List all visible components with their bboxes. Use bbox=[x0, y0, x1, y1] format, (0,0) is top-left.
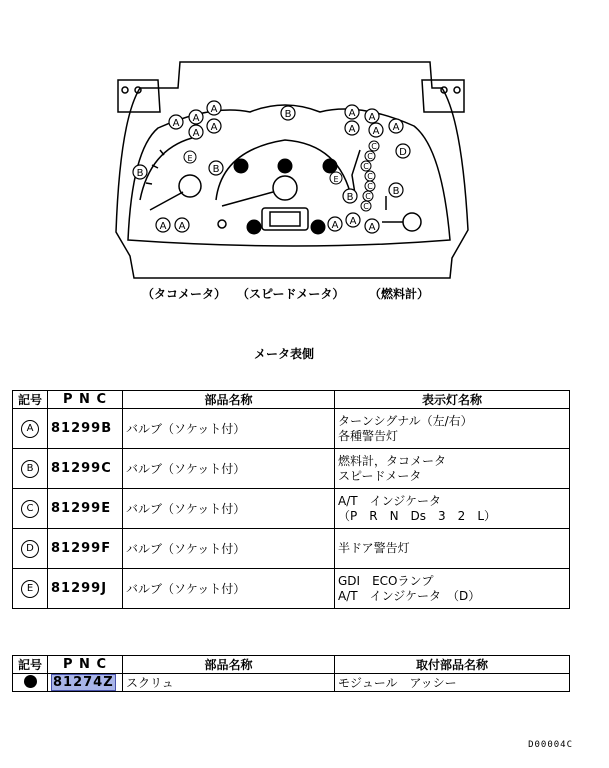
indicator-cell: 燃料計，タコメータ スピードメータ bbox=[335, 449, 570, 489]
pnc-cell[interactable]: 81299F bbox=[48, 529, 123, 569]
part-name-cell: スクリュ bbox=[123, 674, 335, 692]
svg-text:A: A bbox=[372, 126, 380, 137]
right-mount-tab bbox=[422, 80, 464, 112]
view-title: メータ表側 bbox=[254, 347, 315, 361]
pnc-cell[interactable]: 81299C bbox=[48, 449, 123, 489]
svg-text:C: C bbox=[371, 142, 377, 151]
svg-text:B: B bbox=[212, 164, 220, 175]
part-name-cell: バルブ（ソケット付） bbox=[123, 409, 335, 449]
left-mount-tab bbox=[118, 80, 160, 112]
header-part-name: 部品名称 bbox=[123, 656, 335, 674]
header-symbol: 記号 bbox=[13, 391, 48, 409]
table-row bbox=[13, 674, 570, 692]
table-row bbox=[13, 529, 570, 569]
svg-text:C: C bbox=[363, 162, 369, 171]
table-row bbox=[13, 489, 570, 529]
selected-pnc[interactable]: 81274Z bbox=[53, 675, 114, 690]
symbol-b: B bbox=[21, 460, 39, 478]
part-name-cell: バルブ（ソケット付） bbox=[123, 489, 335, 529]
caption-fuel-gauge: （燃料計） bbox=[369, 287, 430, 301]
mount-part-cell: モジュール アッシー bbox=[335, 674, 570, 692]
table-header-row bbox=[13, 391, 570, 409]
instrument-cluster-diagram bbox=[0, 0, 609, 300]
screw-parts-table bbox=[12, 655, 570, 692]
bulb-labels-c bbox=[361, 141, 379, 211]
pnc-cell[interactable]: 81299J bbox=[48, 569, 123, 609]
indicator-cell: ターンシグナル（左/右） 各種警告灯 bbox=[335, 409, 570, 449]
header-indicator-name: 表示灯名称 bbox=[335, 391, 570, 409]
svg-text:A: A bbox=[192, 128, 200, 139]
svg-text:B: B bbox=[392, 186, 400, 197]
svg-text:A: A bbox=[368, 222, 376, 233]
svg-text:D: D bbox=[399, 147, 407, 158]
header-pnc: P N C bbox=[48, 391, 123, 409]
header-part-name: 部品名称 bbox=[123, 391, 335, 409]
table-row bbox=[13, 449, 570, 489]
svg-text:C: C bbox=[365, 192, 371, 201]
caption-speedometer: （スピードメータ） bbox=[237, 287, 345, 301]
symbol-d: D bbox=[21, 540, 39, 558]
svg-text:A: A bbox=[348, 124, 356, 135]
header-mount-part-name: 取付部品名称 bbox=[335, 656, 570, 674]
part-name-cell: バルブ（ソケット付） bbox=[123, 569, 335, 609]
svg-text:A: A bbox=[368, 112, 376, 123]
caption-tachometer: （タコメータ） bbox=[142, 287, 227, 301]
table-row bbox=[13, 409, 570, 449]
svg-text:A: A bbox=[331, 220, 339, 231]
svg-text:A: A bbox=[210, 104, 218, 115]
bulb-parts-table bbox=[12, 390, 570, 609]
table-row bbox=[13, 569, 570, 609]
svg-text:C: C bbox=[367, 172, 373, 181]
pnc-cell[interactable]: 81299E bbox=[48, 489, 123, 529]
svg-text:B: B bbox=[346, 192, 354, 203]
part-name-cell: バルブ（ソケット付） bbox=[123, 449, 335, 489]
svg-text:B: B bbox=[136, 168, 144, 179]
indicator-cell: 半ドア警告灯 bbox=[335, 529, 570, 569]
pnc-cell[interactable]: 81299B bbox=[48, 409, 123, 449]
svg-text:C: C bbox=[367, 152, 373, 161]
svg-text:C: C bbox=[367, 182, 373, 191]
symbol-a: A bbox=[21, 420, 39, 438]
indicator-cell: GDI ECOランプ A/T インジケータ （D） bbox=[335, 569, 570, 609]
document-code: D00004C bbox=[528, 740, 573, 750]
tacho-hub bbox=[179, 175, 201, 197]
screw-markers bbox=[234, 159, 338, 235]
speedo-needle bbox=[222, 192, 273, 206]
svg-text:E: E bbox=[333, 175, 339, 184]
screw-symbol-icon bbox=[24, 675, 37, 688]
header-symbol: 記号 bbox=[13, 656, 48, 674]
svg-text:A: A bbox=[392, 122, 400, 133]
indicator-cell: A/T インジケータ （P R N Ds 3 2 L） bbox=[335, 489, 570, 529]
svg-text:A: A bbox=[159, 221, 167, 232]
svg-text:A: A bbox=[210, 122, 218, 133]
svg-text:E: E bbox=[187, 154, 193, 163]
symbol-e: E bbox=[21, 580, 39, 598]
svg-text:B: B bbox=[284, 109, 292, 120]
header-pnc: P N C bbox=[48, 656, 123, 674]
pnc-cell[interactable] bbox=[48, 674, 123, 692]
table-header-row bbox=[13, 656, 570, 674]
part-name-cell: バルブ（ソケット付） bbox=[123, 529, 335, 569]
svg-text:A: A bbox=[349, 216, 357, 227]
speedo-hub bbox=[273, 176, 297, 200]
svg-text:C: C bbox=[363, 202, 369, 211]
fuel-hub bbox=[403, 213, 421, 231]
svg-text:A: A bbox=[172, 118, 180, 129]
symbol-c: C bbox=[21, 500, 39, 518]
svg-text:A: A bbox=[348, 108, 356, 119]
tacho-needle bbox=[150, 192, 183, 210]
svg-text:A: A bbox=[192, 113, 200, 124]
svg-text:A: A bbox=[178, 221, 186, 232]
